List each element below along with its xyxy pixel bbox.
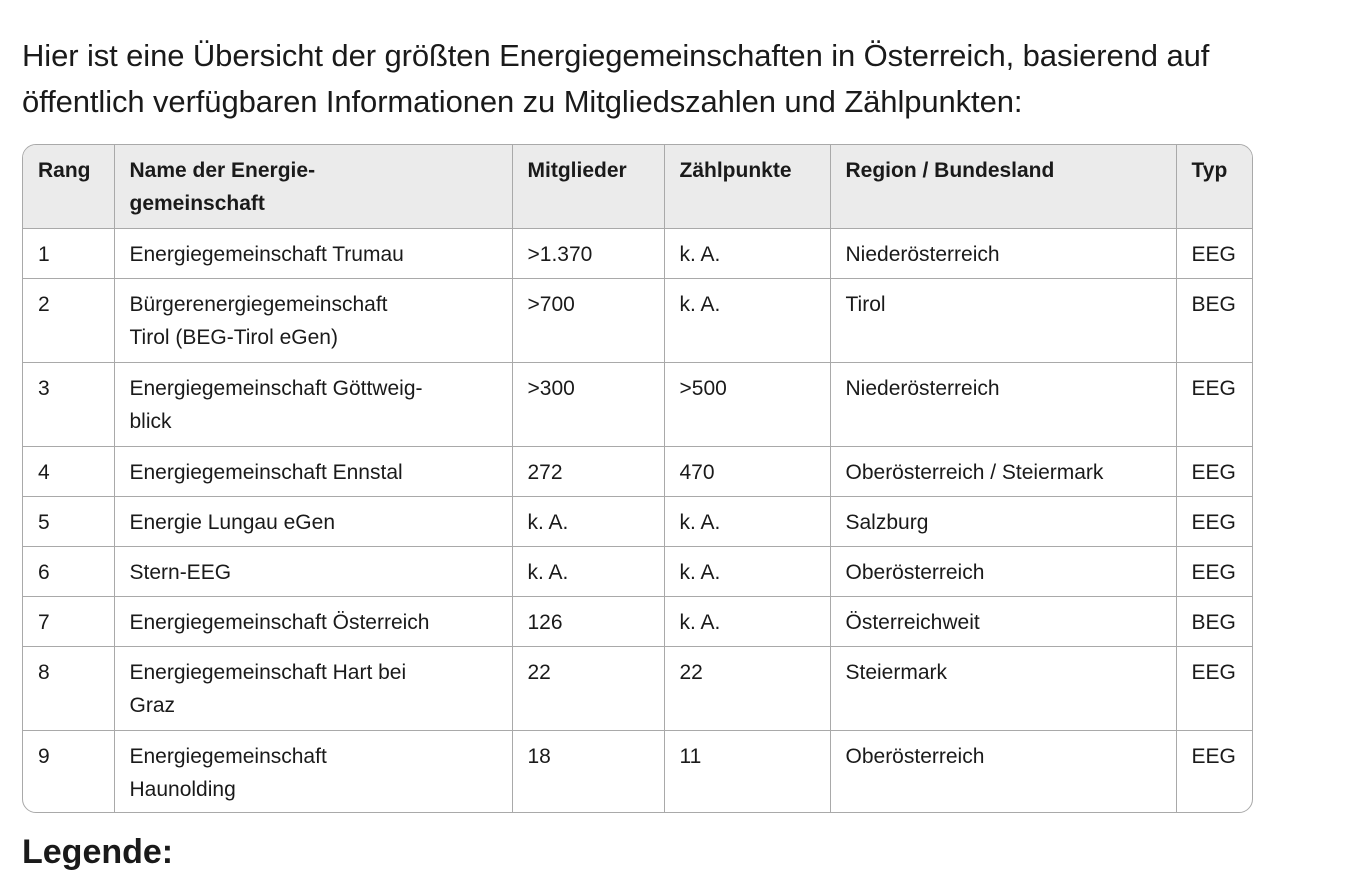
cell-region: Salzburg bbox=[830, 496, 1176, 546]
legend-heading: Legende: bbox=[22, 833, 174, 871]
intro-line-2: öffentlich verfügbaren Informationen zu Mitgliedszahlen und Zählpunkten: bbox=[22, 84, 1023, 119]
cell-type: EEG bbox=[1176, 228, 1253, 278]
cell-name-line-2: Tirol (BEG-Tirol eGen) bbox=[129, 325, 338, 349]
cell-members: k. A. bbox=[512, 546, 664, 596]
cell-name bbox=[114, 228, 512, 278]
cell-rank: 8 bbox=[23, 646, 114, 730]
cell-region: Oberösterreich / Steiermark bbox=[830, 446, 1176, 496]
header-type: Typ bbox=[1176, 145, 1253, 228]
cell-name-line-1: Energiegemeinschaft Ennstal bbox=[129, 460, 403, 484]
cell-region: Oberösterreich bbox=[830, 730, 1176, 812]
cell-name bbox=[114, 730, 512, 812]
cell-members: 126 bbox=[512, 596, 664, 646]
cell-rank: 2 bbox=[23, 278, 114, 362]
cell-name-line-2: Haunolding bbox=[129, 777, 236, 801]
cell-name-line-1: Bürgerenergiegemeinschaft bbox=[129, 292, 388, 316]
cell-region: Niederösterreich bbox=[830, 228, 1176, 278]
intro-paragraph bbox=[22, 33, 1352, 125]
cell-meters: >500 bbox=[664, 362, 830, 446]
header-rank: Rang bbox=[23, 145, 114, 228]
cell-type: BEG bbox=[1176, 278, 1253, 362]
cell-name-line-1: Energiegemeinschaft Österreich bbox=[129, 610, 430, 634]
table-row bbox=[23, 646, 1253, 730]
table-row bbox=[23, 362, 1253, 446]
table-row bbox=[23, 496, 1253, 546]
header-name bbox=[114, 145, 512, 228]
table-header-row bbox=[23, 145, 1253, 228]
cell-name-line-1: Energiegemeinschaft bbox=[129, 744, 327, 768]
cell-rank: 6 bbox=[23, 546, 114, 596]
header-name-line-2: gemeinschaft bbox=[129, 192, 265, 215]
cell-name-line-1: Energiegemeinschaft Hart bei bbox=[129, 660, 407, 684]
cell-name-line-2: blick bbox=[129, 409, 172, 433]
cell-type: EEG bbox=[1176, 646, 1253, 730]
table-row bbox=[23, 228, 1253, 278]
cell-name-line-1: Energie Lungau eGen bbox=[129, 510, 335, 534]
cell-meters: 11 bbox=[664, 730, 830, 812]
cell-region: Steiermark bbox=[830, 646, 1176, 730]
cell-type: EEG bbox=[1176, 546, 1253, 596]
cell-rank: 4 bbox=[23, 446, 114, 496]
intro-line-1: Hier ist eine Übersicht der größten Energiegemeinschaften in Österreich, basierend auf bbox=[22, 38, 1210, 73]
cell-name-line-1: Energiegemeinschaft Trumau bbox=[129, 242, 404, 266]
cell-meters: k. A. bbox=[664, 278, 830, 362]
cell-members: k. A. bbox=[512, 496, 664, 546]
cell-members: 22 bbox=[512, 646, 664, 730]
cell-type: EEG bbox=[1176, 496, 1253, 546]
cell-rank: 5 bbox=[23, 496, 114, 546]
cell-name bbox=[114, 646, 512, 730]
cell-name-line-2: Graz bbox=[129, 693, 176, 717]
header-region: Region / Bundesland bbox=[830, 145, 1176, 228]
header-members: Mitglieder bbox=[512, 145, 664, 228]
cell-name bbox=[114, 362, 512, 446]
header-meters: Zählpunkte bbox=[664, 145, 830, 228]
table-row bbox=[23, 446, 1253, 496]
cell-name-line-1: Stern-EEG bbox=[129, 560, 232, 584]
header-name-line-1: Name der Energie- bbox=[129, 159, 316, 182]
cell-type: EEG bbox=[1191, 744, 1236, 768]
cell-members: 18 bbox=[512, 730, 664, 812]
cell-members: >1.370 bbox=[512, 228, 664, 278]
cell-region: Österreichweit bbox=[830, 596, 1176, 646]
cell-name bbox=[114, 546, 512, 596]
cell-name bbox=[114, 496, 512, 546]
cell-members: >300 bbox=[512, 362, 664, 446]
cell-meters: k. A. bbox=[664, 546, 830, 596]
table-row bbox=[23, 278, 1253, 362]
cell-name-line-1: Energiegemeinschaft Göttweig- bbox=[129, 376, 423, 400]
cell-rank: 3 bbox=[23, 362, 114, 446]
cell-meters: k. A. bbox=[664, 496, 830, 546]
cell-type: EEG bbox=[1176, 446, 1253, 496]
cell-members: 272 bbox=[512, 446, 664, 496]
cell-type: BEG bbox=[1176, 596, 1253, 646]
cell-region: Niederösterreich bbox=[830, 362, 1176, 446]
energy-communities-table bbox=[23, 145, 1253, 812]
cell-region: Tirol bbox=[830, 278, 1176, 362]
cell-type: EEG bbox=[1176, 362, 1253, 446]
table-row bbox=[23, 546, 1253, 596]
cell-name bbox=[114, 596, 512, 646]
cell-meters: 22 bbox=[664, 646, 830, 730]
cell-meters: k. A. bbox=[664, 596, 830, 646]
energy-communities-table-container bbox=[22, 144, 1253, 813]
table-row bbox=[23, 730, 1253, 812]
cell-rank: 1 bbox=[23, 228, 114, 278]
table-row bbox=[23, 596, 1253, 646]
cell-name bbox=[114, 446, 512, 496]
cell-meters: 470 bbox=[664, 446, 830, 496]
cell-name bbox=[114, 278, 512, 362]
cell-rank: 7 bbox=[23, 596, 114, 646]
cell-meters: k. A. bbox=[664, 228, 830, 278]
cell-region: Oberösterreich bbox=[830, 546, 1176, 596]
cell-rank: 9 bbox=[23, 730, 114, 812]
cell-members: >700 bbox=[512, 278, 664, 362]
